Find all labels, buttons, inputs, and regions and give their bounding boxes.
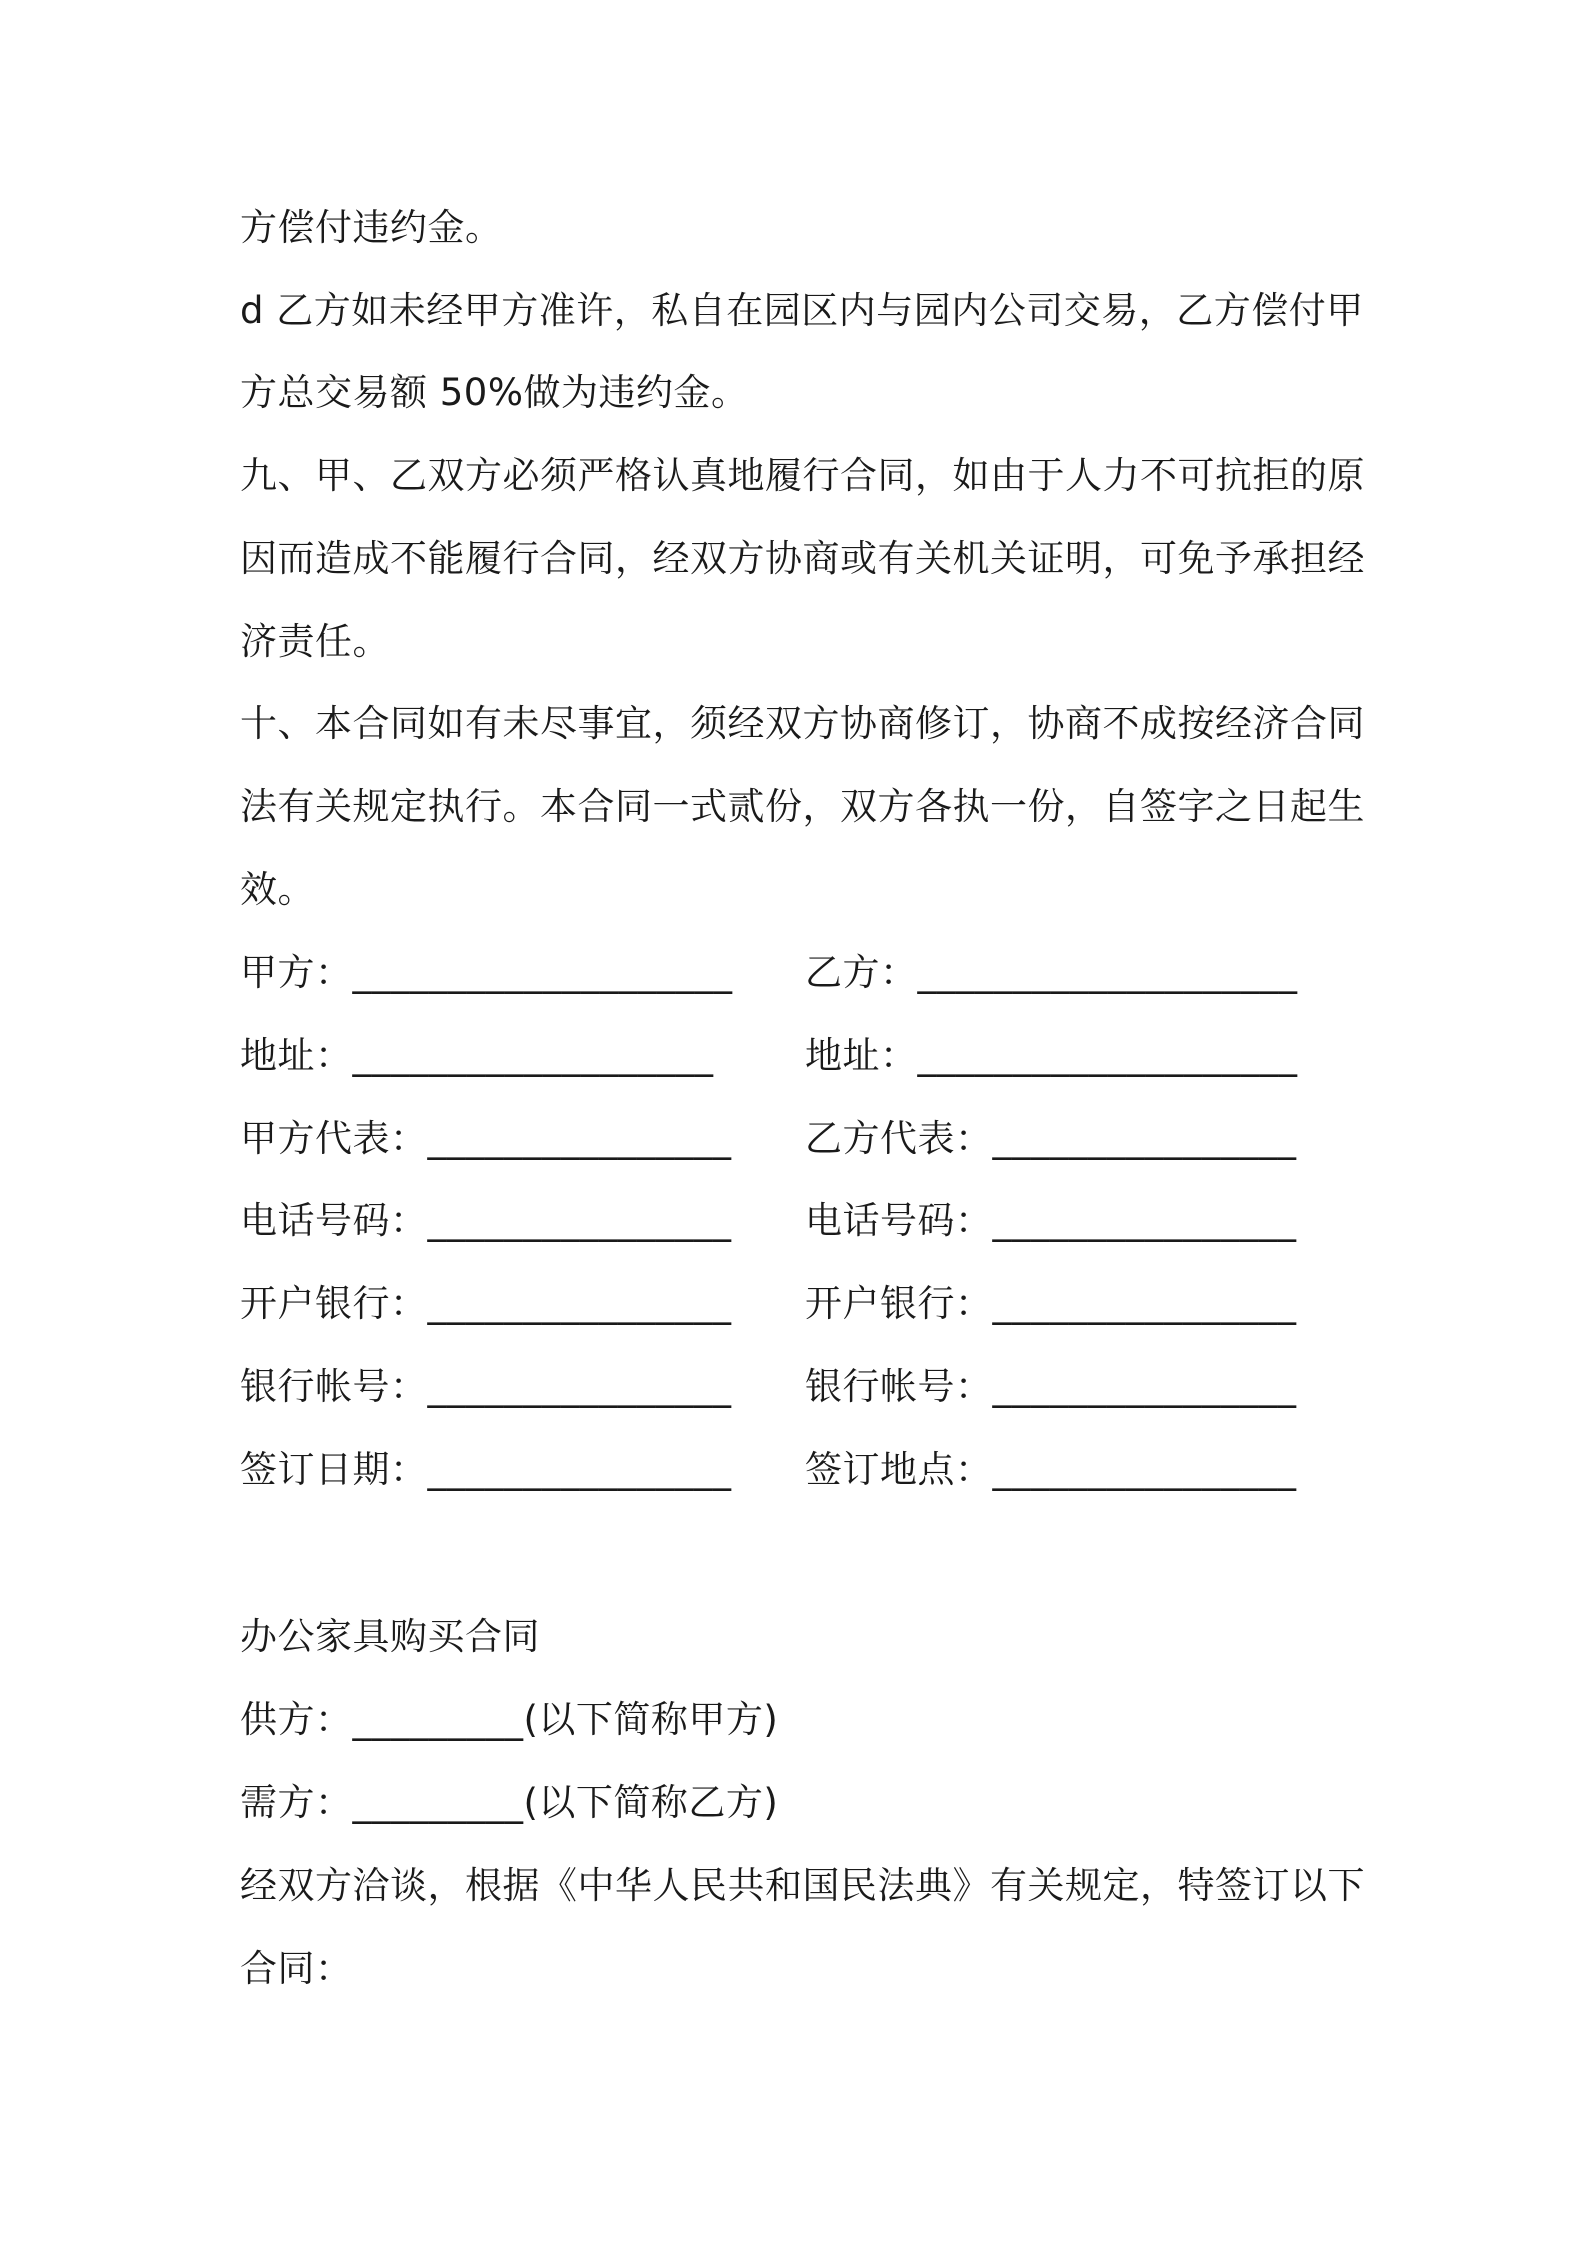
text-line: 济责任。 <box>240 620 390 663</box>
signing-date-field: 签订日期：________________ <box>240 1448 732 1491</box>
party-b-name-field: 乙方：____________________ <box>805 951 1298 994</box>
buyer-line: 需方：_________(以下简称乙方) <box>240 1781 779 1824</box>
party-b-address-field: 地址：____________________ <box>805 1034 1298 1077</box>
party-a-phone-field: 电话号码：________________ <box>240 1199 732 1242</box>
intro-line: 经双方洽谈，根据《中华人民共和国民法典》有关规定，特签订以下 <box>240 1864 1365 1907</box>
text-line: 因而造成不能履行合同，经双方协商或有关机关证明，可免予承担经 <box>240 537 1365 580</box>
text-line: 法有关规定执行。本合同一式贰份，双方各执一份，自签字之日起生 <box>240 785 1365 828</box>
supplier-line: 供方：_________(以下简称甲方) <box>240 1698 779 1741</box>
party-b-account-field: 银行帐号：________________ <box>805 1365 1297 1408</box>
text-line: 效。 <box>240 868 315 911</box>
party-a-representative-field: 甲方代表：________________ <box>240 1117 732 1160</box>
text-line: 十、本合同如有未尽事宜，须经双方协商修订，协商不成按经济合同 <box>240 702 1365 745</box>
text-line: 方偿付违约金。 <box>240 206 503 249</box>
text-line: d 乙方如未经甲方准许，私自在园区内与园内公司交易，乙方偿付甲 <box>240 289 1364 332</box>
text-line: 九、甲、乙双方必须严格认真地履行合同，如由于人力不可抗拒的原 <box>240 454 1365 497</box>
party-a-account-field: 银行帐号：________________ <box>240 1365 732 1408</box>
party-b-bank-field: 开户银行：________________ <box>805 1282 1297 1325</box>
intro-line: 合同： <box>240 1947 353 1990</box>
party-b-representative-field: 乙方代表：________________ <box>805 1117 1297 1160</box>
party-a-name-field: 甲方：____________________ <box>240 951 733 994</box>
party-a-bank-field: 开户银行：________________ <box>240 1282 732 1325</box>
party-b-phone-field: 电话号码：________________ <box>805 1199 1297 1242</box>
text-line: 方总交易额 50%做为违约金。 <box>240 371 749 414</box>
party-a-address-field: 地址：___________________ <box>240 1034 714 1077</box>
signing-place-field: 签订地点：________________ <box>805 1448 1297 1491</box>
contract-title: 办公家具购买合同 <box>240 1615 540 1658</box>
